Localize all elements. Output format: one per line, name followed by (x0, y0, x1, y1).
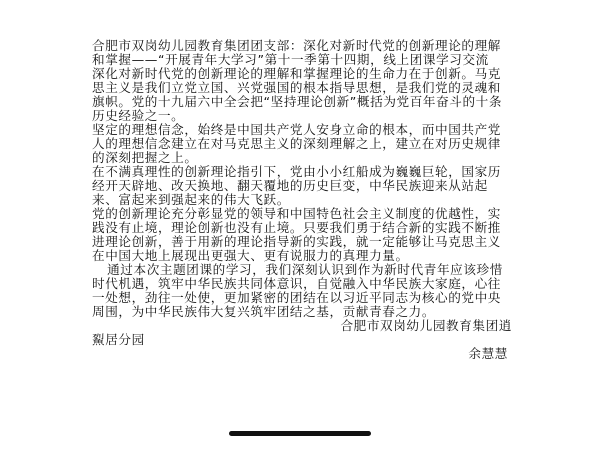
body-paragraph: 坚定的理想信念，始终是中国共产党人安身立命的根本，而中国共产党人的理想信念建立在对马克思主义的深刻理解之上，建立在对历史规律的深刻把握之上。 (92, 122, 502, 165)
conclusion-paragraph: 通过本次主题团课的学习，我们深刻认识到作为新时代青年应该珍惜时代机遇，筑牢中华民族共同体意识，自觉融入中华民族大家庭，心往一处想，劲往一处使，更加紧密的团结在以习近平同志为核心的党中央周围，为中华民族伟大复兴筑牢团结之基，贡献青春之力。 (92, 262, 503, 319)
body-paragraph: 党的创新理论充分彰显党的领导和中国特色社会主义制度的优越性，实践没有止境，理论创新也没有止境。只要我们勇于结合新的实践不断推进理论创新，善于用新的理论指导新的实践，就一定能够让马克思主义在中国大地上展现出更强大、更有说服力的真理力量。 (92, 206, 502, 263)
home-indicator[interactable] (229, 431, 371, 436)
closing-organization: 合肥市双岗幼儿园教育集团逍 (340, 318, 512, 333)
body-paragraph: 在不满真理性的创新理论指引下，党由小小红船成为巍巍巨轮，国家历经开天辟地、改天换地、翻天覆地的历史巨变，中华民族迎来从站起来、富起来到强起来的伟大飞跃。 (92, 164, 502, 207)
document-body (92, 39, 512, 361)
closing-organization-branch: 鮤居分园 (92, 332, 145, 347)
body-paragraph: 深化对新时代党的创新理论的理解和掌握理论的生命力在于创新。马克思主义是我们立党立国、兴党强国的根本指导思想，是我们党的灵魂和旗帜。党的十九届六中全会把“坚持理论创新”概括为党百年奋斗的十条历史经验之一。 (92, 66, 503, 123)
document-heading-paragraph: 合肥市双岗幼儿园教育集团团支部：深化对新时代党的创新理论的理解和掌握——“开展青年大学习”第十一季第十四期，线上团课学习交流 (92, 38, 502, 67)
author-signature: 余慧慧 (468, 346, 508, 361)
